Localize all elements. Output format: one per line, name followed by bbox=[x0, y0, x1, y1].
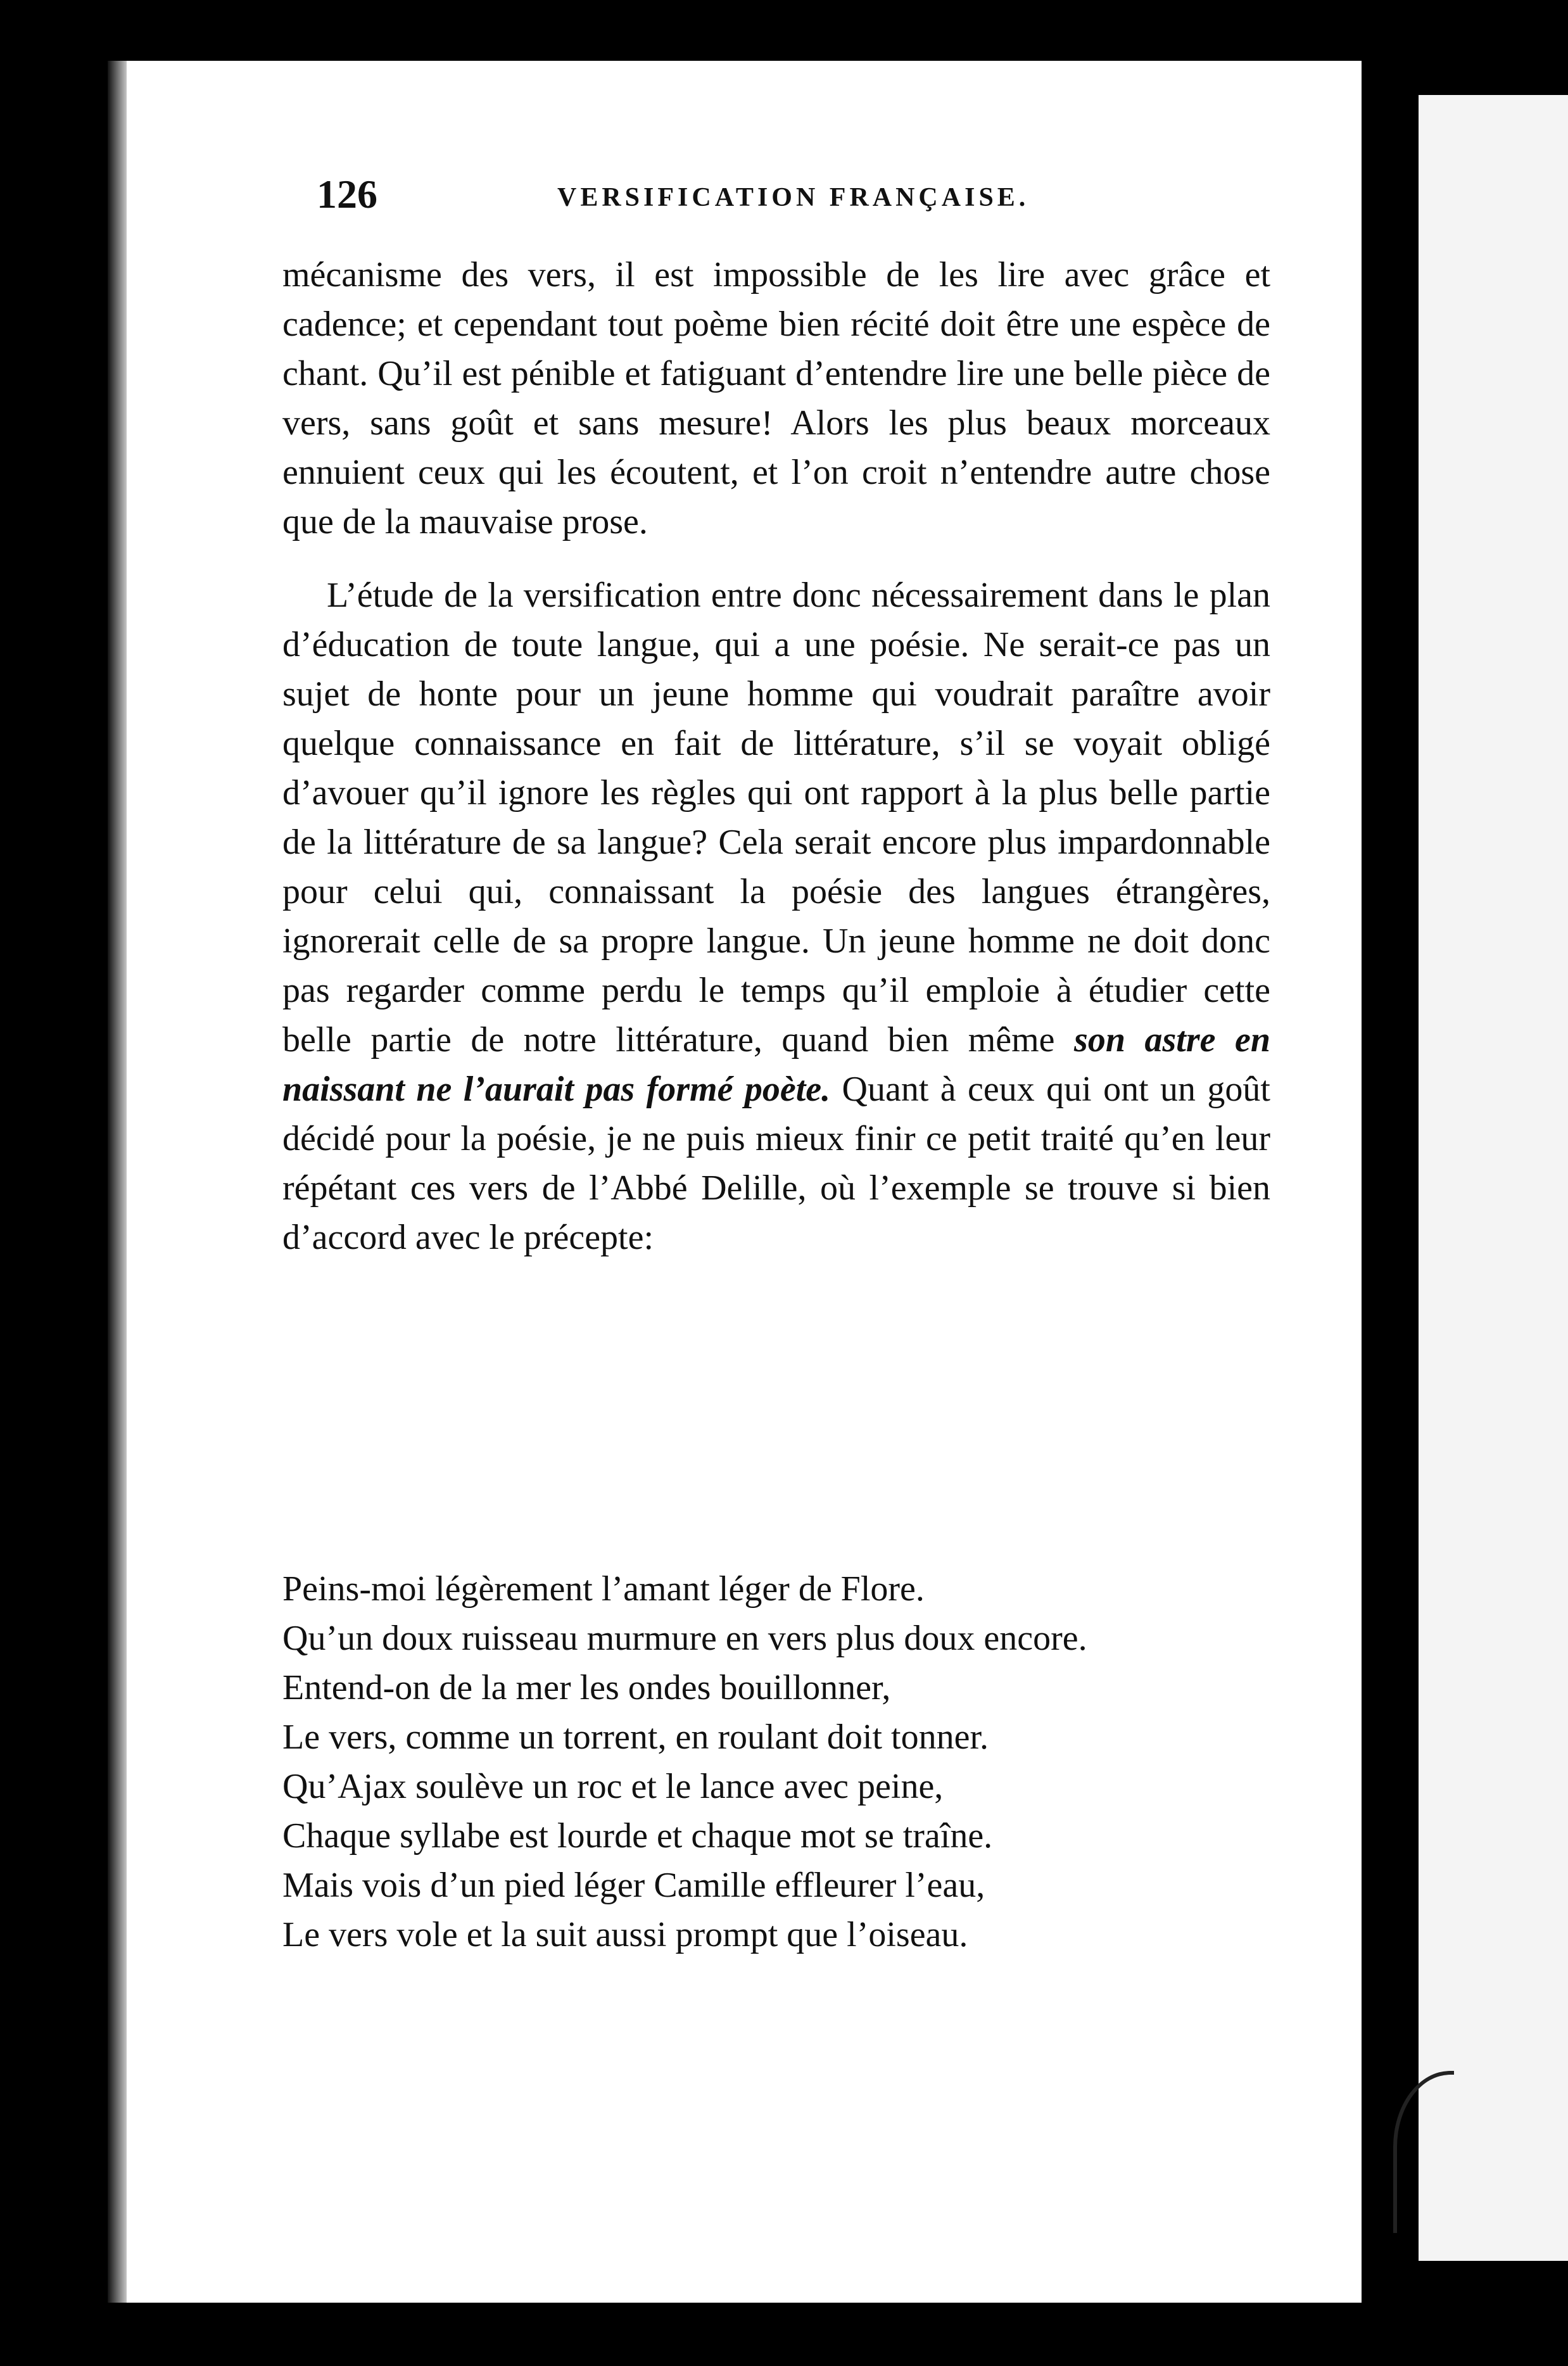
page-number: 126 bbox=[317, 172, 377, 217]
poem-line: Chaque syllabe est lourde et chaque mot se traîne. bbox=[282, 1816, 993, 1856]
poem-line: Le vers, comme un torrent, en roulant doit tonner. bbox=[282, 1718, 989, 1757]
poem-line: Entend-on de la mer les ondes bouillonner, bbox=[282, 1668, 891, 1707]
italic-quotation: son astre en naissant ne l’aurait pas formé poète. bbox=[282, 1020, 1270, 1109]
poem-line: Qu’Ajax soulève un roc et le lance avec peine, bbox=[282, 1767, 944, 1806]
page-shadow-edge bbox=[1362, 70, 1387, 2147]
poem-line: Le vers vole et la suit aussi prompt que l’oiseau. bbox=[282, 1915, 968, 1954]
poem-line: Qu’un doux ruisseau murmure en vers plus doux encore. bbox=[282, 1619, 1087, 1658]
page-header bbox=[317, 171, 1292, 228]
poem-line: Mais vois d’un pied léger Camille effleurer l’eau, bbox=[282, 1866, 985, 1905]
paragraph-2 bbox=[282, 571, 1270, 1262]
poem-quotation bbox=[282, 1564, 1270, 1959]
running-title: VERSIFICATION FRANÇAISE. bbox=[557, 183, 1030, 212]
poem-line: Peins-moi légèrement l’amant léger de Flore. bbox=[282, 1569, 925, 1609]
paragraph-2-text-end: Quant à ceux qui ont un goût décidé pour la poésie, je ne puis mieux finir ce petit traité qu’en leur répétant ces vers de l’Abbé Delille, où l’exemple se trouve si bien d’accord avec le précepte: bbox=[282, 1070, 1270, 1257]
page-curl bbox=[1393, 2071, 1454, 2233]
adjacent-page bbox=[1419, 95, 1568, 2261]
paragraph-1: mécanisme des vers, il est impossible de les lire avec grâce et cadence; et cependant tout poème bien récité doit être une espèce de chant. Qu’il est pénible et fatiguant d’entendre lire une belle pièce de vers, sans goût et sans mesure! Alors les plus beaux morceaux ennuient ceux qui les écoutent, et l’on croit n’entendre autre chose que de la mauvaise prose. bbox=[282, 255, 1270, 541]
body-text bbox=[282, 250, 1270, 1262]
page-binding-edge bbox=[108, 61, 129, 2303]
paragraph-2-text-start: L’étude de la versification entre donc nécessairement dans le plan d’éducation de toute langue, qui a une poésie. Ne serait-ce pas un sujet de honte pour un jeune homme qui voudrait paraître avoir quelque connaissance en fait de littérature, s’il se voyait obligé d’avouer qu’il ignore les règles qui ont rapport à la plus belle partie de la littérature de sa langue? Cela serait encore plus impardonnable pour celui qui, connaissant la poésie des langues étrangères, ignorerait celle de sa propre langue. Un jeune homme ne doit donc pas regarder comme perdu le temps qu’il emploie à étudier cette belle partie de notre littérature, quand bien même bbox=[282, 576, 1270, 1060]
